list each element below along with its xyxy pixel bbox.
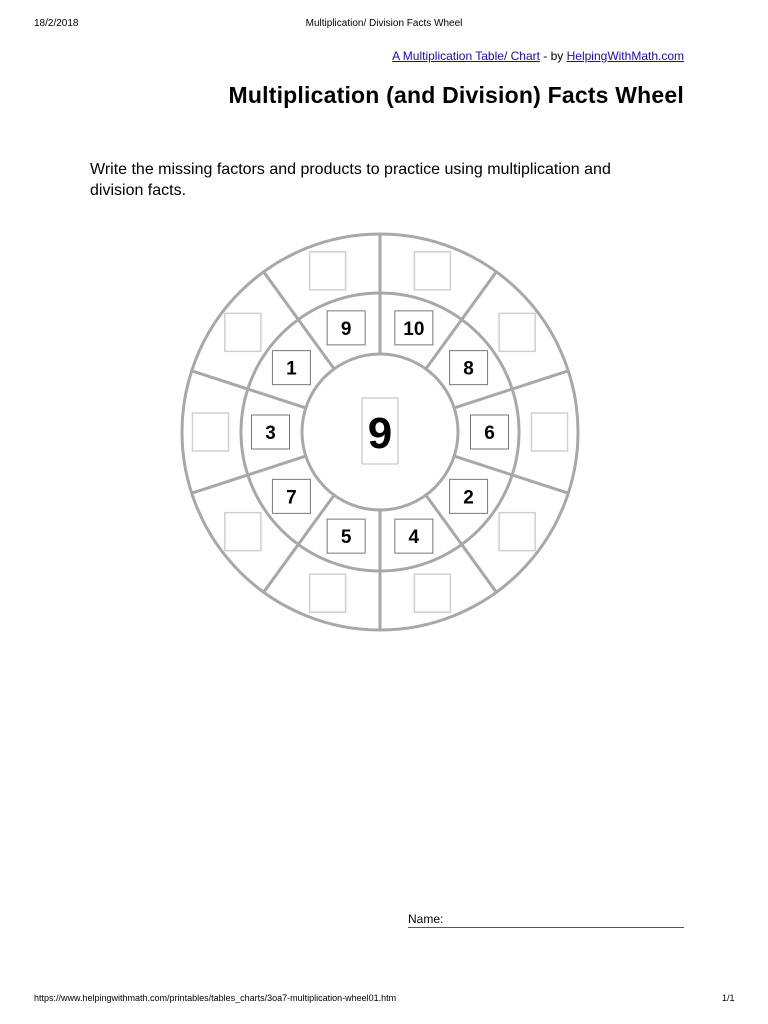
factor-number: 4: [408, 527, 420, 549]
multiplication-table-link[interactable]: A Multiplication Table/ Chart: [392, 49, 540, 63]
product-answer-box[interactable]: [310, 252, 346, 290]
product-answer-box[interactable]: [499, 513, 535, 551]
factor-number: 2: [463, 487, 474, 509]
credit-separator: - by: [539, 49, 567, 63]
product-answer-box[interactable]: [414, 574, 450, 612]
factor-number: 8: [463, 358, 474, 380]
name-input-line[interactable]: [408, 927, 684, 928]
product-answer-box[interactable]: [310, 574, 346, 612]
name-label: Name:: [408, 912, 444, 926]
print-date: 18/2/2018: [34, 18, 79, 29]
product-answer-box[interactable]: [225, 313, 261, 351]
print-page-title: Multiplication/ Division Facts Wheel: [305, 18, 463, 29]
factor-number: 5: [340, 527, 352, 549]
factor-number: 6: [484, 423, 495, 444]
page-title: Multiplication (and Division) Facts Wheel: [228, 82, 684, 108]
helpingwithmath-link[interactable]: HelpingWithMath.com: [566, 49, 684, 63]
print-page-number: 1/1: [722, 993, 735, 1003]
product-answer-box[interactable]: [532, 413, 568, 451]
factor-number: 10: [403, 318, 425, 340]
product-answer-box[interactable]: [499, 313, 535, 351]
factor-number: 3: [265, 423, 276, 444]
center-hub: [362, 398, 398, 464]
instructions-text: Write the missing factors and products to practice using multiplication and division facts.: [90, 161, 611, 199]
product-answer-box[interactable]: [193, 413, 229, 451]
factor-number: 7: [286, 487, 297, 509]
product-answer-box[interactable]: [225, 513, 261, 551]
center-number: 9: [367, 409, 393, 458]
factor-number: 9: [340, 318, 352, 340]
factor-number: 1: [286, 358, 297, 380]
product-answer-box[interactable]: [414, 252, 450, 290]
print-url: https://www.helpingwithmath.com/printables/tables_charts/3oa7-multiplication-wheel01.htm: [34, 993, 397, 1003]
